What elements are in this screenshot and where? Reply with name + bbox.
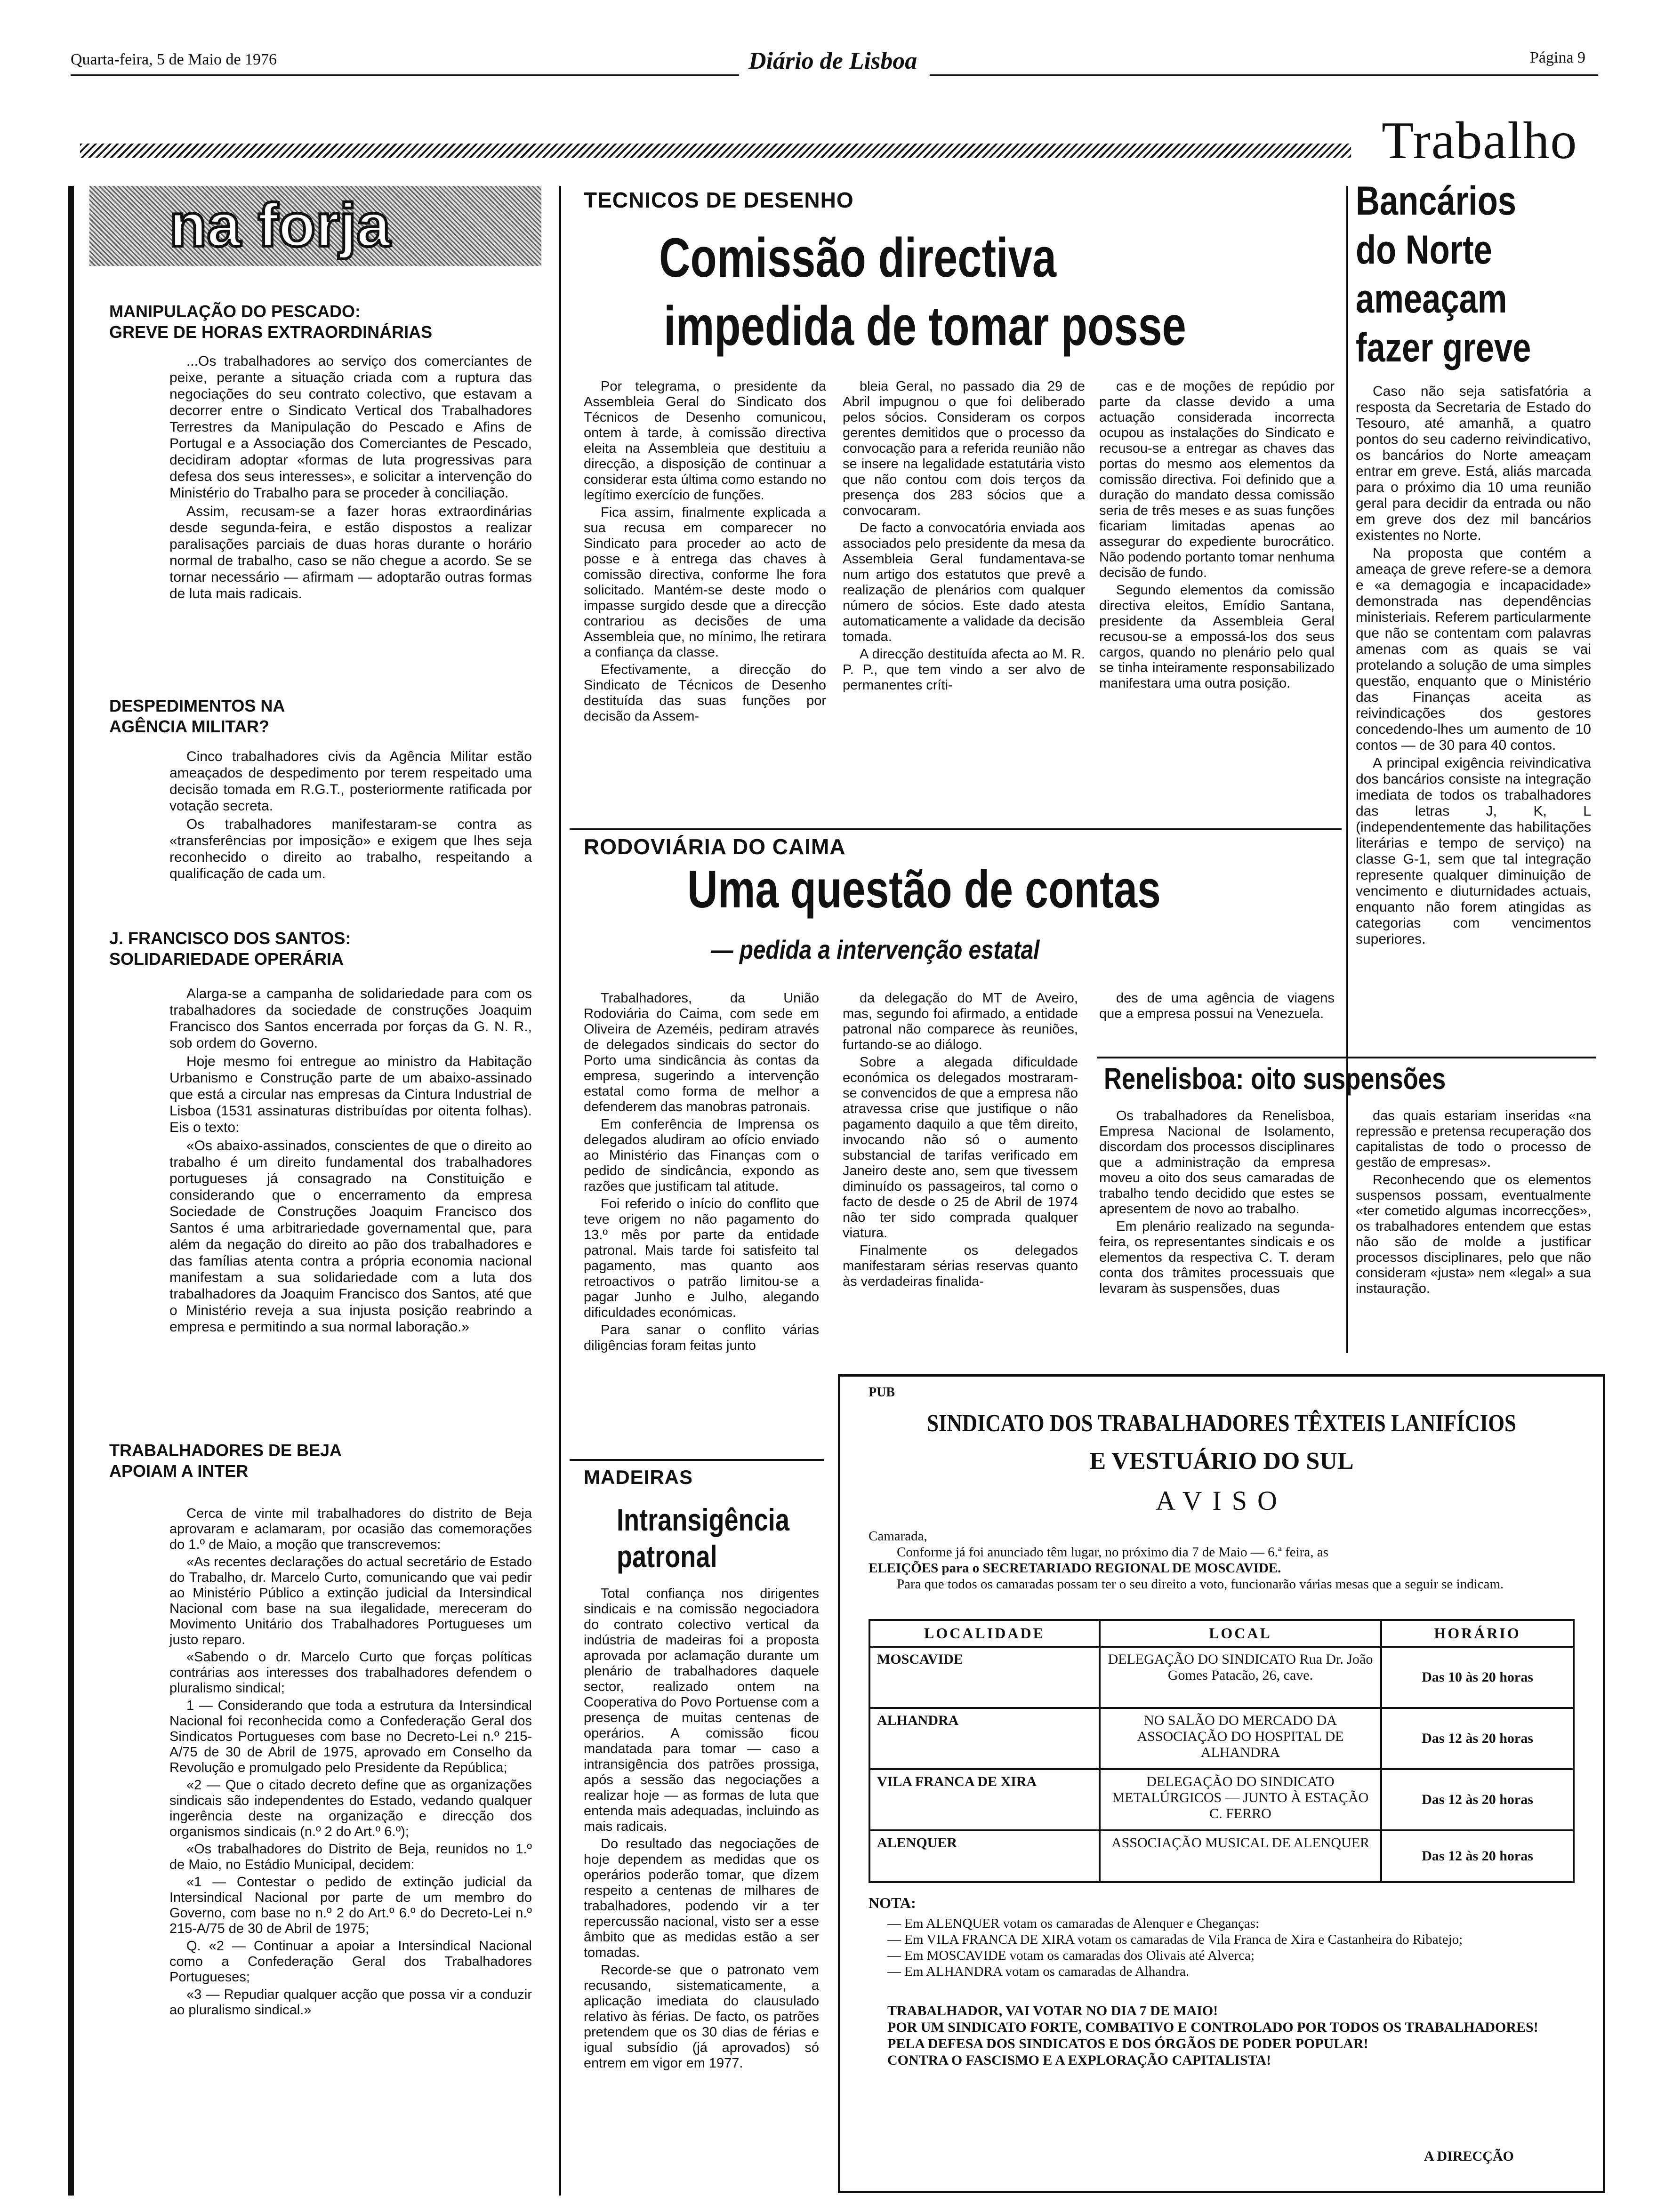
ad-intro-text: Conforme já foi anunciado têm lugar, no próximo dia 7 de Maio — 6.ª feira, as: [897, 1545, 1328, 1560]
cell-horario: Das 12 às 20 horas: [1381, 1830, 1574, 1882]
caima-subhead: — pedida a intervenção estatal: [711, 935, 1040, 964]
table-row: [869, 1647, 1574, 1708]
paragraph: cas e de moções de repúdio por parte da classe devido a uma actuação considerada incorrecta ocupou as instalações do Sindicato e recusou-se a entregar as chaves das portas do mesmo aos elementos da comissão directiva. Foi definido que a duração do mandato dessa comissão seria de três meses e as suas funções ficariam limitadas apenas ao assegurar do expediente burocrático. Não podendo portanto tomar nenhuma decisão de fundo.: [1099, 379, 1335, 580]
paragraph: Sobre a alegada dificuldade económica os delegados mostraram-se convencidos de que a empresa não atravessa crise que justifique o não pagamento daquilo a que têm direito, invocando não só o aumento substancial de tarifas verificado em Janeiro deste ano, sem que tivessem diminuído os passageiros, tal como o facto de desde o 25 de Abril de 1974 não ter sido comprada qualquer viatura.: [843, 1055, 1078, 1241]
bancarios-body: [1356, 384, 1591, 949]
paragraph: Para sanar o conflito várias diligências foram feitas junto: [584, 1322, 819, 1353]
cell-horario: Das 12 às 20 horas: [1381, 1708, 1574, 1769]
paragraph: Cinco trabalhadores civis da Agência Militar estão ameaçados de despedimento por terem respeitado uma decisão tomada em R.G.T., posteriormente ratificada por votação secreta.: [169, 749, 532, 814]
paragraph: Caso não seja satisfatória a resposta da Secretaria de Estado do Tesouro, até amanhã, a quatro pontos do seu caderno reivindicativo, os bancários do Norte ameaçam entrar em greve. Está, aliás marcada para o próximo dia 10 uma reunião geral para decidir da entrada ou não em greve dos dez mil bancários existentes no Norte.: [1356, 384, 1591, 543]
ad-slogan: CONTRA O FASCISMO E A EXPLORAÇÃO CAPITALISTA!: [887, 2052, 1271, 2068]
column-divider-right: [1346, 186, 1348, 1353]
forja-item3-body: [169, 986, 532, 1337]
paragraph: Hoje mesmo foi entregue ao ministro da Habitação Urbanismo e Construção parte de um abaixo-assinado que está a circular nas empresas da Cintura Industrial de Lisboa (1531 assinaturas distribuídas por oitenta folhas). Eis o texto:: [169, 1054, 532, 1135]
paper-name: Diário de Lisboa: [748, 48, 917, 74]
paragraph: bleia Geral, no passado dia 29 de Abril impugnou o que foi deliberado pelos sócios. Consideram os corpos gerentes demitidos que o processo da convocação para a referida reunião não se insere na legalidade estatutária visto que não contou com dois terços da presença dos 283 sócios que a convocaram.: [843, 379, 1085, 518]
paragraph: «Os trabalhadores do Distrito de Beja, reunidos no 1.º de Maio, no Estádio Municipal, decidem:: [169, 1842, 532, 1872]
forja-item3-head1: J. FRANCISCO DOS SANTOS:: [109, 929, 351, 948]
tecnicos-col1: [584, 379, 826, 726]
paragraph: das quais estariam inseridas «na repressão e pretensa recuperação dos capitalistas de todo o processo de gestão de empresas».: [1356, 1108, 1591, 1170]
caima-top-rule: [570, 828, 1342, 830]
forja-item4-body: [169, 1506, 532, 2020]
ad-note: — Em VILA FRANCA DE XIRA votam os camaradas de Vila Franca de Xira e Castanheira do Ribatejo;: [887, 1932, 1463, 1947]
cell-local: NO SALÃO DO MERCADO DA ASSOCIAÇÃO DO HOSPITAL DE ALHANDRA: [1100, 1708, 1381, 1769]
ad-notes: [887, 1915, 1565, 1980]
cell-localidade: MOSCAVIDE: [869, 1647, 1100, 1708]
forja-item1-head1: MANIPULAÇÃO DO PESCADO:: [109, 302, 361, 321]
bancarios-headline-line4: fazer greve: [1356, 325, 1531, 370]
paragraph: De facto a convocatória enviada aos associados pelo presidente da mesa da Assembleia Geral fundamentava-se num artigo dos estatutos que prevê a realização de plenários com qualquer número de sócios. Este dado atesta automaticamente a validade da decisão tomada.: [843, 521, 1085, 644]
paragraph: Efectivamente, a direcção do Sindicato de Técnicos de Desenho destituída das suas funções por decisão da Assem-: [584, 662, 826, 724]
ad-note: — Em MOSCAVIDE votam os camaradas dos Olivais até Alverca;: [887, 1948, 1255, 1963]
paragraph: Assim, recusam-se a fazer horas extraordinárias desde segunda-feira, e estão dispostos a realizar paralisações parciais de duas horas durante o horário normal de trabalho, caso se não chegue a acordo. Se se tornar necessário — afirmam — adoptarão outras formas de luta mais radicais.: [169, 504, 532, 601]
paragraph: Em conferência de Imprensa os delegados aludiram ao ofício enviado ao Ministério das Finanças com o pedido de sindicância, expondo as razões que justificam tal atitude.: [584, 1117, 819, 1194]
forja-item4-head1: TRABALHADORES DE BEJA: [109, 1441, 342, 1460]
renelisboa-top-rule: [1097, 1057, 1596, 1058]
paragraph: Alarga-se a campanha de solidariedade para com os trabalhadores da sociedade de construções Joaquim Francisco dos Santos encerrada por forças da G. N. R., sob ordem do Governo.: [169, 986, 532, 1051]
paragraph: Os trabalhadores da Renelisboa, Empresa Nacional de Isolamento, discordam dos processos disciplinares que a administração da empresa moveu a oito dos seus camaradas de trabalho tendo decidido que estes se apresentem de novo ao trabalho.: [1099, 1108, 1335, 1217]
caima-col3: [1099, 991, 1335, 1024]
caima-headline: Uma questão de contas: [687, 860, 1161, 919]
union-notice-ad: [838, 1374, 1605, 2193]
ad-note: — Em ALHANDRA votam os camaradas de Alhandra.: [887, 1964, 1190, 1979]
forja-item2-head2: AGÊNCIA MILITAR?: [109, 717, 269, 736]
cell-local: DELEGAÇÃO DO SINDICATO METALÚRGICOS — JUNTO À ESTAÇÃO C. FERRO: [1100, 1769, 1381, 1830]
renelisboa-headline: Renelisboa: oito suspensões: [1104, 1062, 1446, 1096]
cell-local: DELEGAÇÃO DO SINDICATO Rua Dr. João Gomes Patacão, 26, cave.: [1100, 1647, 1381, 1708]
bancarios-headline-line2: do Norte: [1356, 227, 1492, 272]
ad-table-wrap: [869, 1619, 1575, 1883]
ad-slogan: TRABALHADOR, VAI VOTAR NO DIA 7 DE MAIO!: [887, 2003, 1218, 2019]
cell-localidade: VILA FRANCA DE XIRA: [869, 1769, 1100, 1830]
masthead-rule-left: [71, 74, 739, 76]
tecnicos-headline-line1: Comissão directiva: [659, 227, 1057, 289]
forja-item4-head2: APOIAM A INTER: [109, 1461, 249, 1481]
paragraph: Total confiança nos dirigentes sindicais e na comissão negociadora do contrato colectivo vertical da indústria de madeiras foi a proposta aprovada por aclamação durante um plenário de trabalhadores daquele sector, realizado ontem na Cooperativa do Povo Portuense com a presença de muitas centenas de operários. A comissão ficou mandatada para tomar — caso a intransigência dos patrões prossiga, após a sessão das negociações a realizar hoje — as formas de luta que entenda mais adequadas, incluindo as mais radicais.: [584, 1586, 819, 1834]
header-horario: HORÁRIO: [1381, 1620, 1574, 1647]
ad-intro-bold: ELEIÇÕES para o SECRETARIADO REGIONAL DE MOSCAVIDE.: [869, 1561, 1281, 1576]
ad-slogan: PELA DEFESA DOS SINDICATOS E DOS ÓRGÃOS DE PODER POPULAR!: [887, 2036, 1368, 2052]
paragraph: Por telegrama, o presidente da Assembleia Geral do Sindicato dos Técnicos de Desenho comunicou, ontem à tarde, à comissão directiva eleita na Assembleia que destituiu a direcção, a disposição de continuar a considerar esta última como estando no legítimo exercício de funções.: [584, 379, 826, 503]
paragraph: Finalmente os delegados manifestaram sérias reservas quanto às verdadeiras finalida-: [843, 1243, 1078, 1289]
ad-title-line1: SINDICATO DOS TRABALHADORES TÊXTEIS LANIFÍCIOS: [927, 1410, 1516, 1437]
paragraph: «3 — Repudiar qualquer acção que possa vir a conduzir ao pluralismo sindical.»: [169, 1987, 532, 2018]
ad-intro: [869, 1528, 1575, 1592]
page-number: Página 9: [1530, 49, 1586, 66]
cell-localidade: ALENQUER: [869, 1830, 1100, 1882]
paragraph: Recorde-se que o patronato vem recusando, sistematicamente, a aplicação imediata do clausulado relativo às férias. De facto, os patrões pretendem que os 30 dias de férias e igual subsídio (já aprovados) só entrem em vigor em 1977.: [584, 1963, 819, 2071]
tecnicos-col2: [843, 379, 1085, 695]
caima-col2: [843, 991, 1078, 1291]
voting-table: [869, 1619, 1575, 1883]
paragraph: A direcção destituída afecta ao M. R. P. P., que tem vindo a ser alvo de permanentes críti-: [843, 647, 1085, 693]
section-title: Trabalho: [1382, 112, 1578, 170]
forja-item1-body: [169, 353, 532, 604]
paragraph: da delegação do MT de Aveiro, mas, segundo foi afirmado, a entidade patronal não comparece às reuniões, furtando-se ao diálogo.: [843, 991, 1078, 1052]
forja-item2-head1: DESPEDIMENTOS NA: [109, 696, 285, 715]
renelisboa-col2: [1356, 1108, 1591, 1298]
paragraph: A principal exigência reivindicativa dos bancários consiste na integração imediata de todos os trabalhadores das letras J, K, L (independentemente das habilitações literárias e tempo de serviço) na classe G-1, sem que tal integração represente qualquer diminuição de vencimento e diuturnidades actuais, enquanto não forem atingidas as categorias com vencimentos superiores.: [1356, 755, 1591, 947]
header-localidade: LOCALIDADE: [869, 1620, 1100, 1647]
madeiras-headline: [617, 1501, 789, 1575]
section-hatch-bar: [80, 144, 1351, 158]
tecnicos-col3: [1099, 379, 1335, 693]
issue-date: Quarta-feira, 5 de Maio de 1976: [71, 51, 277, 68]
bancarios-headline-line1: Bancários: [1356, 178, 1517, 224]
cell-local: ASSOCIAÇÃO MUSICAL DE ALENQUER: [1100, 1830, 1381, 1882]
paragraph: Reconhecendo que os elementos suspensos possam, eventualmente «ter cometido algumas incorrecções», os trabalhadores entendem que estas não são de molde a justificar processos disciplinares, pelo que não consideram «justa» nem «legal» a sua instauração.: [1356, 1172, 1591, 1296]
tecnicos-headline-line2: impedida de tomar posse: [664, 295, 1186, 357]
paragraph: Na proposta que contém a ameaça de greve refere-se a demora e «a demagogia e incapacidade» demonstrada nas dependências ministeriais. Referem particularmente que não se contentam com palavras amenas com as quais se vai protelando a solução de uma simples questão, enquanto que o Ministério das Finanças aceita as reivindicações dos gestores concedendo-lhes um aumento de 10 contos — de 30 para 40 contos.: [1356, 545, 1591, 753]
table-header-row: [869, 1620, 1574, 1647]
cell-localidade: ALHANDRA: [869, 1708, 1100, 1769]
paragraph: ...Os trabalhadores ao serviço dos comerciantes de peixe, perante a situação criada com a ruptura das negociações do seu contrato colectivo, que estavam a decorrer entre o Sindicato Vertical dos Trabalhadores Terrestres da Manipulação do Pescado e Afins de Portugal e a Associação dos Comerciantes de Pescado, decidiram adoptar «formas de luta progressivas para defesa dos seus interesses», e solicitar a intervenção do Ministério do Trabalho para se proceder à conciliação.: [169, 353, 532, 501]
madeiras-headline-line1: Intransigência: [617, 1502, 789, 1537]
forja-banner: [89, 186, 541, 266]
tecnicos-kicker: TECNICOS DE DESENHO: [584, 188, 854, 212]
paragraph: «As recentes declarações do actual secretário de Estado do Trabalho, dr. Marcelo Curto, comunicando que vai pedir ao Ministério Público a extinção judicial da Intersindical Nacional com base na sua ilegalidade, mereceram do Movimento Unitário dos Trabalhadores Portugueses um justo reparo.: [169, 1555, 532, 1647]
paragraph: Os trabalhadores manifestaram-se contra as «transferências por imposição» e exigem que lhes seja reconhecido o direito ao trabalho, respeitando a qualificação de cada um.: [169, 817, 532, 882]
madeiras-body: [584, 1586, 819, 2073]
paragraph: Em plenário realizado na segunda-feira, os representantes sindicais e os elementos da respectiva C. T. deram conta dos trâmites processuais que levaram às suspensões, duas: [1099, 1219, 1335, 1296]
masthead-rule-right: [930, 74, 1598, 76]
forja-item2-body: [169, 748, 532, 884]
header-local: LOCAL: [1100, 1620, 1381, 1647]
paragraph: des de uma agência de viagens que a empresa possui na Venezuela.: [1099, 991, 1335, 1021]
renelisboa-col1: [1099, 1108, 1335, 1298]
table-row: [869, 1769, 1574, 1830]
cell-horario: Das 10 às 20 horas: [1381, 1647, 1574, 1708]
ad-note: — Em ALENQUER votam os camaradas de Alenquer e Cheganças:: [887, 1916, 1260, 1931]
forja-item3-head2: SOLIDARIEDADE OPERÁRIA: [109, 949, 344, 969]
bancarios-headline-line3: ameaçam: [1356, 276, 1507, 321]
ad-greeting: Camarada,: [869, 1529, 927, 1544]
ad-title-line2: E VESTUÁRIO DO SUL: [1089, 1448, 1354, 1475]
madeiras-headline-line2: patronal: [617, 1539, 717, 1574]
paragraph: Trabalhadores, da União Rodoviária do Caima, com sede em Oliveira de Azeméis, pediram através de delegados sindicais do sector do Porto uma sindicância às contas da empresa, sugerindo a intervenção estatal como forma de melhor a defenderem das manobras patronais.: [584, 991, 819, 1114]
paragraph: «2 — Que o citado decreto define que as organizações sindicais são independentes do Estado, vedando qualquer ingerência deste na organização e direcção dos organismos sindicais (n.º 2 do Art.º 6.º);: [169, 1778, 532, 1839]
paragraph: Cerca de vinte mil trabalhadores do distrito de Beja aprovaram e aclamaram, por ocasião das comemorações do 1.º de Maio, a moção que transcrevemos:: [169, 1506, 532, 1552]
left-thick-rule: [68, 186, 74, 2196]
paragraph: Foi referido o início do conflito que teve origem no não pagamento do 13.º mês por parte da entidade patronal. Mais tarde foi satisfeito tal pagamento, mas quanto aos retroactivos o patrão limitou-se a pagar Junho e Julho, alegando dificuldades económicas.: [584, 1196, 819, 1320]
caima-col1: [584, 991, 819, 1355]
ad-nota-label: NOTA:: [869, 1894, 916, 1911]
forja-item1-head2: GREVE DE HORAS EXTRAORDINÁRIAS: [109, 322, 433, 342]
bancarios-headline: [1356, 176, 1531, 372]
paragraph: 1 — Considerando que toda a estrutura da Intersindical Nacional foi reconhecida como a Confederação Geral dos Sindicatos Portugueses com base no Decreto-Lei n.º 215-A/75 de 30 de Abril de 1975, aprovado em Conselho da Revolução e promulgado pelo Presidente da República;: [169, 1698, 532, 1775]
ad-slogans: [887, 2003, 1565, 2068]
paragraph: «Sabendo o dr. Marcelo Curto que forças políticas contrárias aos interesses dos trabalhadores defendem o pluralismo sindical;: [169, 1650, 532, 1696]
paragraph: Do resultado das negociações de hoje dependem as medidas que os operários poderão tomar, que dizem respeito a centenas de milhares de trabalhadores, podendo vir a ter repercussão nacional, visto ser a esse âmbito que as medidas estão a ser tomadas.: [584, 1836, 819, 1960]
ad-title-aviso: AVISO: [1156, 1485, 1287, 1516]
paragraph: Fica assim, finalmente explicada a sua recusa em comparecer no Sindicato para proceder ao acto de posse e à entrega das chaves à comissão directiva, conforme lhe fora solicitado. Mantém-se deste modo o impasse surgido desde que a direcção contrariou as decisões de uma Assembleia que, no mínimo, lhe retirara a confiança da classe.: [584, 505, 826, 660]
madeiras-top-rule: [570, 1459, 824, 1461]
paragraph: Q. «2 — Continuar a apoiar a Intersindical Nacional como a Confederação Geral dos Trabalhadores Portugueses;: [169, 1939, 532, 1985]
ad-intro-text2: Para que todos os camaradas possam ter o seu direito a voto, funcionarão várias mesas que a seguir se indicam.: [897, 1577, 1504, 1592]
ad-pub-label: PUB: [869, 1385, 895, 1400]
cell-horario: Das 12 às 20 horas: [1381, 1769, 1574, 1830]
caima-kicker: RODOVIÁRIA DO CAIMA: [584, 834, 846, 859]
column-divider: [559, 186, 561, 2196]
ad-signature: A DIRECÇÃO: [1424, 2148, 1514, 2164]
table-row: [869, 1830, 1574, 1882]
paragraph: «Os abaixo-assinados, conscientes de que o direito ao trabalho é um direito fundamental dos trabalhadores portugueses já consagrado na Constituição e considerando que o encerramento da empresa Sociedade de Construções Joaquim Francisco dos Santos é uma arbitrariedade governamental que, para além da negação do direito ao pão dos trabalhadores e das famílias atenta contra a própria economia nacional manifestam a sua solidariedade com a luta dos trabalhadores da Joaquim Francisco dos Santos, até que o Ministério reveja a sua injusta posição reabrindo a empresa e permitindo a sua normal laboração.»: [169, 1138, 532, 1335]
table-row: [869, 1708, 1574, 1769]
paragraph: Segundo elementos da comissão directiva eleitos, Emídio Santana, presidente da Assembleia Geral recusou-se a empossá-los dos seus cargos, quando no plenário pelo qual se tinha inteiramente responsabilizado manifestara uma outra posição.: [1099, 583, 1335, 691]
ad-slogan: POR UM SINDICATO FORTE, COMBATIVO E CONTROLADO POR TODOS OS TRABALHADORES!: [887, 2020, 1538, 2035]
madeiras-kicker: MADEIRAS: [584, 1466, 693, 1488]
forja-title: na forja: [169, 191, 391, 259]
paragraph: «1 — Contestar o pedido de extinção judicial da Intersindical Nacional por parte de um membro do Governo, com base no n.º 2 do Art.º 6.º do Decreto-Lei n.º 215-A/75 de 30 de Abril de 1975;: [169, 1875, 532, 1936]
